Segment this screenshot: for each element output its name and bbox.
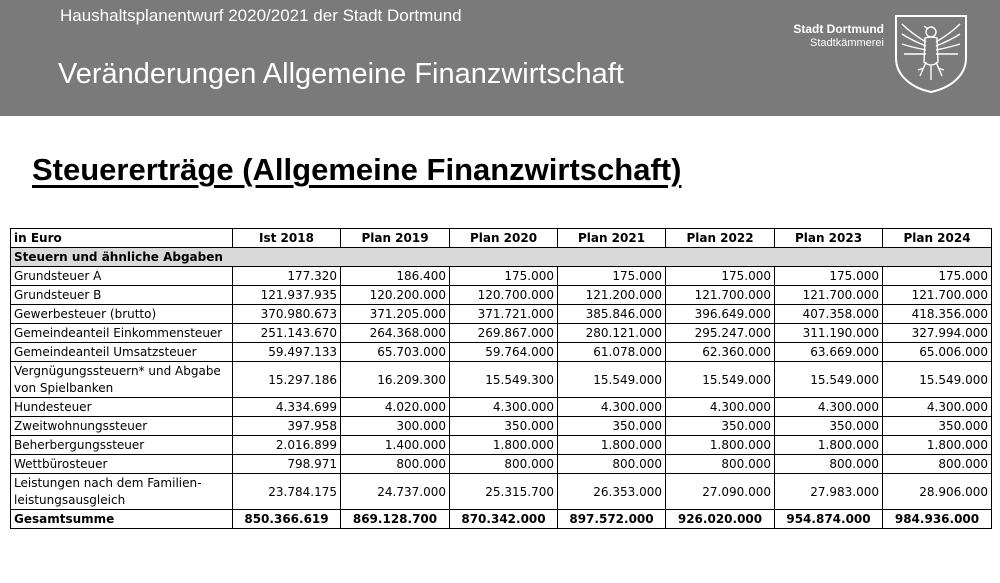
row-value: 800.000 bbox=[883, 455, 992, 474]
row-value: 15.549.000 bbox=[883, 362, 992, 398]
table-row bbox=[11, 436, 992, 455]
row-value: 251.143.670 bbox=[233, 324, 341, 343]
header-banner bbox=[0, 0, 1000, 116]
row-value: 1.400.000 bbox=[341, 436, 450, 455]
logo-text bbox=[776, 22, 884, 50]
row-value: 850.366.619 bbox=[233, 510, 341, 529]
row-value: 264.368.000 bbox=[341, 324, 450, 343]
logo-dept: Stadtkämmerei bbox=[810, 37, 884, 49]
table-row bbox=[11, 455, 992, 474]
table-row bbox=[11, 417, 992, 436]
table-row bbox=[11, 362, 992, 398]
row-value: 121.200.000 bbox=[558, 286, 666, 305]
row-value: 418.356.000 bbox=[883, 305, 992, 324]
row-value: 370.980.673 bbox=[233, 305, 341, 324]
row-value: 175.000 bbox=[558, 267, 666, 286]
row-value: 16.209.300 bbox=[341, 362, 450, 398]
header-subtitle: Haushaltsplanentwurf 2020/2021 der Stadt Dortmund bbox=[60, 6, 462, 25]
row-value: 2.016.899 bbox=[233, 436, 341, 455]
table-row bbox=[11, 324, 992, 343]
row-value: 280.121.000 bbox=[558, 324, 666, 343]
row-value: 371.721.000 bbox=[450, 305, 558, 324]
row-value: 175.000 bbox=[775, 267, 883, 286]
row-label: Gemeindeanteil Einkommensteuer bbox=[11, 324, 233, 343]
row-value: 869.128.700 bbox=[341, 510, 450, 529]
row-label: Gemeindeanteil Umsatzsteuer bbox=[11, 343, 233, 362]
row-value: 269.867.000 bbox=[450, 324, 558, 343]
row-label: Grundsteuer B bbox=[11, 286, 233, 305]
row-value: 63.669.000 bbox=[775, 343, 883, 362]
row-value: 121.700.000 bbox=[883, 286, 992, 305]
row-value: 984.936.000 bbox=[883, 510, 992, 529]
column-header: Plan 2022 bbox=[666, 229, 775, 248]
row-value: 350.000 bbox=[883, 417, 992, 436]
table-row bbox=[11, 305, 992, 324]
row-value: 15.549.000 bbox=[775, 362, 883, 398]
row-value: 65.703.000 bbox=[341, 343, 450, 362]
column-header: Ist 2018 bbox=[233, 229, 341, 248]
row-value: 175.000 bbox=[666, 267, 775, 286]
header-title: Veränderungen Allgemeine Finanzwirtschaft bbox=[58, 58, 624, 90]
table-header-row bbox=[11, 229, 992, 248]
row-value: 28.906.000 bbox=[883, 474, 992, 510]
row-value: 120.200.000 bbox=[341, 286, 450, 305]
row-value: 1.800.000 bbox=[450, 436, 558, 455]
row-value: 1.800.000 bbox=[883, 436, 992, 455]
row-value: 800.000 bbox=[666, 455, 775, 474]
row-value: 15.549.000 bbox=[666, 362, 775, 398]
row-label: Wettbürosteuer bbox=[11, 455, 233, 474]
row-value: 61.078.000 bbox=[558, 343, 666, 362]
row-value: 62.360.000 bbox=[666, 343, 775, 362]
row-value: 121.700.000 bbox=[775, 286, 883, 305]
column-header: Plan 2023 bbox=[775, 229, 883, 248]
row-value: 4.300.000 bbox=[450, 398, 558, 417]
row-label: Hundesteuer bbox=[11, 398, 233, 417]
tax-revenue-table bbox=[10, 228, 992, 529]
row-value: 327.994.000 bbox=[883, 324, 992, 343]
row-value: 926.020.000 bbox=[666, 510, 775, 529]
row-label: Gesamtsumme bbox=[11, 510, 233, 529]
row-value: 350.000 bbox=[558, 417, 666, 436]
table-row bbox=[11, 398, 992, 417]
row-value: 4.300.000 bbox=[883, 398, 992, 417]
section-row bbox=[11, 248, 992, 267]
column-header: Plan 2020 bbox=[450, 229, 558, 248]
row-value: 798.971 bbox=[233, 455, 341, 474]
row-value: 27.090.000 bbox=[666, 474, 775, 510]
row-value: 4.334.699 bbox=[233, 398, 341, 417]
eagle-crest-icon bbox=[890, 12, 972, 94]
row-value: 954.874.000 bbox=[775, 510, 883, 529]
row-value: 396.649.000 bbox=[666, 305, 775, 324]
page-heading: Steuererträge (Allgemeine Finanzwirtschaft) bbox=[32, 152, 682, 187]
row-value: 26.353.000 bbox=[558, 474, 666, 510]
row-value: 175.000 bbox=[883, 267, 992, 286]
total-row bbox=[11, 510, 992, 529]
row-label: Zweitwohnungssteuer bbox=[11, 417, 233, 436]
row-value: 65.006.000 bbox=[883, 343, 992, 362]
row-value: 371.205.000 bbox=[341, 305, 450, 324]
row-value: 800.000 bbox=[450, 455, 558, 474]
row-value: 350.000 bbox=[775, 417, 883, 436]
row-label: Grundsteuer A bbox=[11, 267, 233, 286]
row-label: Beherbergungssteuer bbox=[11, 436, 233, 455]
row-value: 4.300.000 bbox=[666, 398, 775, 417]
row-value: 59.764.000 bbox=[450, 343, 558, 362]
row-value: 350.000 bbox=[666, 417, 775, 436]
row-value: 397.958 bbox=[233, 417, 341, 436]
row-value: 15.549.300 bbox=[450, 362, 558, 398]
table-row bbox=[11, 267, 992, 286]
row-label: Leistungen nach dem Familien-leistungsausgleich bbox=[11, 474, 233, 510]
row-value: 350.000 bbox=[450, 417, 558, 436]
row-value: 121.700.000 bbox=[666, 286, 775, 305]
column-header: Plan 2019 bbox=[341, 229, 450, 248]
row-value: 23.784.175 bbox=[233, 474, 341, 510]
row-value: 15.297.186 bbox=[233, 362, 341, 398]
row-value: 24.737.000 bbox=[341, 474, 450, 510]
row-value: 175.000 bbox=[450, 267, 558, 286]
row-value: 311.190.000 bbox=[775, 324, 883, 343]
row-value: 1.800.000 bbox=[775, 436, 883, 455]
row-value: 186.400 bbox=[341, 267, 450, 286]
row-value: 870.342.000 bbox=[450, 510, 558, 529]
row-label: Vergnügungssteuern* und Abgabe von Spielbanken bbox=[11, 362, 233, 398]
row-value: 300.000 bbox=[341, 417, 450, 436]
row-value: 897.572.000 bbox=[558, 510, 666, 529]
row-value: 177.320 bbox=[233, 267, 341, 286]
row-value: 59.497.133 bbox=[233, 343, 341, 362]
row-value: 800.000 bbox=[341, 455, 450, 474]
section-label: Steuern und ähnliche Abgaben bbox=[11, 248, 992, 267]
row-value: 1.800.000 bbox=[666, 436, 775, 455]
row-value: 385.846.000 bbox=[558, 305, 666, 324]
table-row bbox=[11, 474, 992, 510]
row-value: 1.800.000 bbox=[558, 436, 666, 455]
row-value: 800.000 bbox=[775, 455, 883, 474]
row-value: 15.549.000 bbox=[558, 362, 666, 398]
row-value: 407.358.000 bbox=[775, 305, 883, 324]
logo-name: Stadt Dortmund bbox=[793, 22, 884, 36]
row-label: Gewerbesteuer (brutto) bbox=[11, 305, 233, 324]
row-value: 120.700.000 bbox=[450, 286, 558, 305]
row-value: 4.300.000 bbox=[558, 398, 666, 417]
row-value: 4.300.000 bbox=[775, 398, 883, 417]
row-value: 4.020.000 bbox=[341, 398, 450, 417]
column-header: Plan 2024 bbox=[883, 229, 992, 248]
row-value: 27.983.000 bbox=[775, 474, 883, 510]
row-value: 800.000 bbox=[558, 455, 666, 474]
table-row bbox=[11, 286, 992, 305]
row-value: 25.315.700 bbox=[450, 474, 558, 510]
row-value: 121.937.935 bbox=[233, 286, 341, 305]
table-row bbox=[11, 343, 992, 362]
column-header: Plan 2021 bbox=[558, 229, 666, 248]
column-header-unit: in Euro bbox=[11, 229, 233, 248]
row-value: 295.247.000 bbox=[666, 324, 775, 343]
